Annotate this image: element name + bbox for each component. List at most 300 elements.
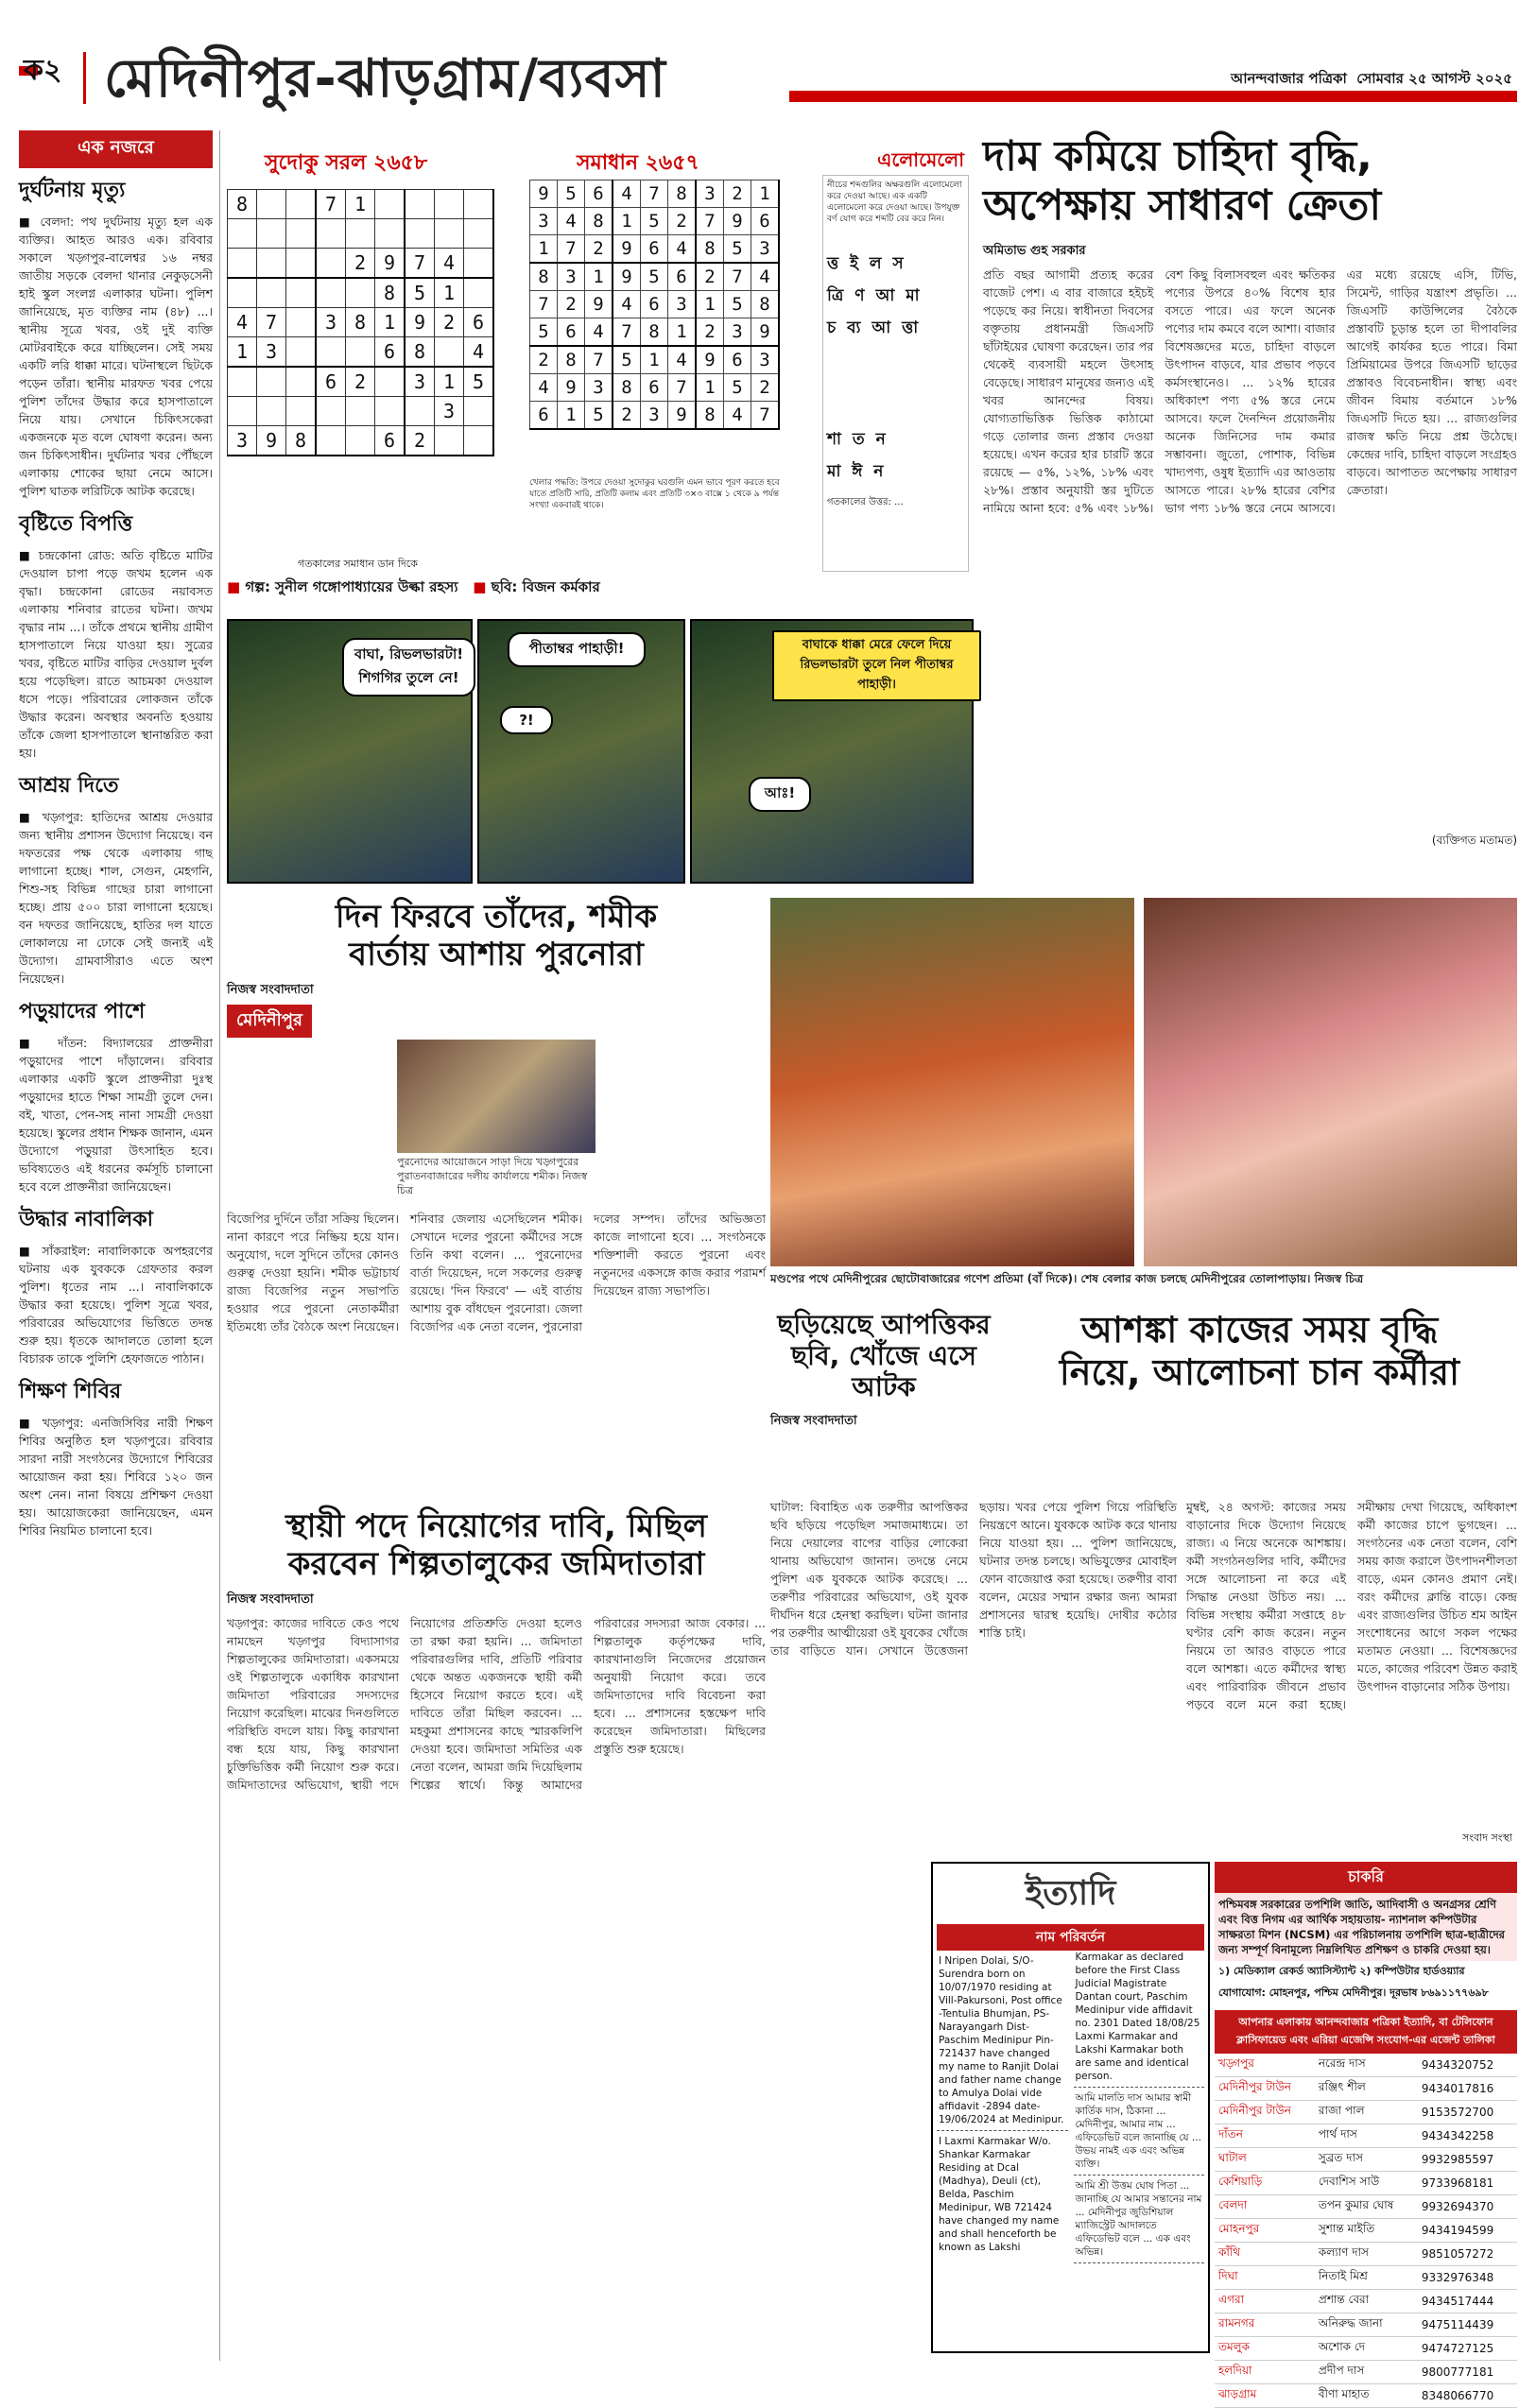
lead-byline: অমিতাভ গুহ সরকার <box>983 243 1086 258</box>
sudoku-cell[interactable]: 6 <box>464 308 494 337</box>
comic-header: ■ গল্প: সুনীল গঙ্গোপাধ্যায়ের উল্কা রহস্য ■ ছবি: বিজন কর্মকার <box>227 578 600 595</box>
sudoku-cell[interactable] <box>405 397 435 426</box>
sudoku-cell[interactable] <box>316 337 346 368</box>
jobs-text: পশ্চিমবঙ্গ সরকারের তপশিলি জাতি, আদিবাসী ও অনগ্রসর শ্রেণি এবং বিত্ত নিগম এর আর্থিক সহায়তায়- ন্যাশনাল কম্পিউটার সাক্ষরতা মিশন (NCSM) এর পরিচালনায় তপশিলি ছাত্র-ছাত্রীদের জন্য সম্পূর্ণ বিনামূল্যে নিম্নলিখিত প্রশিক্ষণ ও চাকরি দেওয়া হয়। <box>1215 1893 1517 1961</box>
masthead-red-rule <box>789 91 1517 102</box>
agent-area: কেশিয়াড়ি <box>1215 2172 1315 2195</box>
solution-cell: 1 <box>696 374 724 402</box>
shamik-photo-caption: পুরনোদের আয়োজনে সাড়া দিয়ে খড়্গপুরের পুরাতনবাজারের দলীয় কার্যালয়ে শমীক। নিজস্ব চিত্র <box>397 1156 588 1196</box>
agent-phone: 9474727125 <box>1418 2337 1517 2361</box>
briefs-list <box>19 174 213 1539</box>
solution-cell: 5 <box>585 402 613 430</box>
agent-area: দিঘা <box>1215 2266 1315 2290</box>
shamik-headline-line1: দিন ফিরবে তাঁদের, শমীক <box>335 898 658 936</box>
shamik-headline-line2: বার্তায় আশায় পুরনোরা <box>349 936 644 974</box>
agent-row <box>1215 2266 1517 2290</box>
classified-notice: I Nripen Dolai, S/O- Surendra born on 10/07/1970 residing at Vill-Pakursoni, Post office -Tentulia Bhumjan, PS-Narayangarh Dist-Paschim Medinipur Pin-721437 have changed my name to Ranjit Dolai and father name change to Amulya Dolai vide affidavit -2894 date-19/06/2024 at Medinipur. <box>937 1951 1068 2131</box>
shamik-body: বিজেপির দুর্দিনে তাঁরা সক্রিয় ছিলেন। নানা কারণে পরে নিষ্ক্রিয় হয়ে যান। অনুযোগ, দলে সুদিনে তাঁদের কোনও গুরুত্ব দেওয়া হয়নি। শমীক ভট্টাচার্য রাজ্য বিজেপির নতুন সভাপতি হওয়ার পরে পুরনো নেতাকর্মীরা ইতিমধ্যে তাঁর বৈঠকে অংশ নিয়েছেন। শনিবার জেলায় এসেছিলেন শমীক। সেখানে দলের পুরনো কর্মীদের সঙ্গে তিনি কথা বলেন। ... পুরনোদের বার্তা দিয়েছেন, দলে সকলের গুরুত্ব রয়েছে। 'দিন ফিরবে' — এই বার্তায় আশায় বুক বাঁধছেন পুরনোরা। জেলা বিজেপির এক নেতা বলেন, পুরনোরা দলের সম্পদ। তাঁদের অভিজ্ঞতা কাজে লাগানো হবে। ... সংগঠনকে শক্তিশালী করতে পুরনো এবং নতুনদের একসঙ্গে কাজ করার পরামর্শ দিয়েছেন রাজ্য সভাপতি। <box>227 1212 766 1333</box>
solution-cell: 5 <box>724 291 751 318</box>
agent-name: তপন কুমার ঘোষ <box>1315 2195 1418 2219</box>
sudoku-cell[interactable]: 9 <box>375 249 406 279</box>
solution-cell: 7 <box>696 208 724 235</box>
agent-name: পার্থ দাস <box>1315 2124 1418 2148</box>
agent-name: প্রদীপ দাস <box>1315 2361 1418 2384</box>
agent-phone: 9434342258 <box>1418 2124 1517 2148</box>
sudoku-cell[interactable] <box>405 190 435 219</box>
sudoku-cell[interactable] <box>257 249 286 279</box>
zamindar-story <box>227 1507 766 2358</box>
sudoku-cell[interactable] <box>464 219 494 249</box>
solution-cell: 3 <box>641 402 668 430</box>
sudoku-cell[interactable]: 3 <box>257 337 286 368</box>
agent-phone: 9851057272 <box>1418 2243 1517 2266</box>
sudoku-cell[interactable]: 1 <box>346 190 375 219</box>
sudoku-cell[interactable]: 4 <box>228 308 257 337</box>
solution-table <box>529 180 780 430</box>
agent-area: বেলদা <box>1215 2195 1315 2219</box>
brief-heading: পড়ুয়াদের পাশে <box>19 1000 146 1023</box>
solution-cell: 4 <box>585 318 613 347</box>
sudoku-cell[interactable] <box>228 278 257 308</box>
photo-crime-body: ঘাটাল: বিবাহিত এক তরুণীর আপত্তিকর ছবি ছড়িয়ে পড়েছিল সমাজমাধ্যমে। তা নিয়ে দেয়ালের বাপের বাড়ির লোকেরা থানায় অভিযোগ জানান। তদন্তে নেমে পুলিশ এক যুবককে আটক করেছে। ... তরুণীর পরিবারের অভিযোগ, ওই যুবক দীর্ঘদিন ধরে হেনস্থা করছিল। ঘটনা জানার পর তরুণীর আত্মীয়েরা ওই যুবকের খোঁজে তার বাড়িতে যান। সেখানে উত্তেজনা ছড়ায়। খবর পেয়ে পুলিশ গিয়ে পরিস্থিতি নিয়ন্ত্রণে আনে। যুবককে আটক করে থানায় নিয়ে যাওয়া হয়। ... পুলিশ জানিয়েছে, ঘটনার তদন্ত চলছে। অভিযুক্তের মোবাইল ফোন বাজেয়াপ্ত করা হয়েছে। তরুণীর বাবা বলেন, মেয়ের সম্মান রক্ষার জন্য আমরা প্রশাসনের দ্বারস্থ হয়েছি। দোষীর কঠোর শাস্তি চাই। <box>770 1500 1177 1658</box>
lead-body: প্রতি বছর আগামী প্রত্যহ করের বাজেট পেশ। এ বার বাজারে হইচই পড়েছে কর নিয়ে। স্বাধীনতা দিবসের বক্তৃতায় প্রধানমন্ত্রী জিএসটি ছাঁটাইয়ের ঘোষণা করেছেন। তার পর থেকেই ব্যবসায়ী মহলে উৎসাহ বেড়েছে। সাধারণ মানুষের জন্যও এই খবর আনন্দের বিষয়। যোগ্যতাভিত্তিক ভিত্তিক কাঠামো গড়ে তোলার জন্য প্রস্তাব দেওয়া হয়েছে। এখন করের হার চারটি স্তরে রয়েছে — ৫%, ১২%, ১৮% এবং ২৮%। প্রস্তাব অনুযায়ী স্তর দুটিতে নামিয়ে আনা হবে: ৫% এবং ১৮%। বেশ কিছু বিলাসবহুল এবং ক্ষতিকর পণ্যের উপরে ৪০% বিশেষ হার বসতে পারে। এর ফলে অনেক পণ্যের দাম কমবে বলে আশা। বাজার বিশেষজ্ঞদের মতে, চাহিদা বাড়লে উৎপাদন বাড়বে, যার প্রভাব পড়বে কর্মসংস্থানেও। ... ১২% হারের অধিকাংশ পণ্য ৫% স্তরে নেমে আসবে। ফলে দৈনন্দিন প্রয়োজনীয় অনেক জিনিসের দাম কমার সম্ভাবনা। জুতো, পোশাক, বিভিন্ন খাদ্যপণ্য, ওষুধ ইত্যাদি এর আওতায় আসতে পারে। ২৮% হারের বেশির ভাগ পণ্য ১৮% স্তরে নেমে আসবে। এর মধ্যে রয়েছে এসি, টিভি, সিমেন্ট, গাড়ির যন্ত্রাংশ প্রভৃতি। ... জিএসটি কাউন্সিলের বৈঠকে প্রস্তাবটি চূড়ান্ত হলে তা দীপাবলির আগেই কার্যকর হতে পারে। বিমা প্রিমিয়ামের উপরে জিএসটি ছাড়ের প্রস্তাবও বিবেচনাধীন। স্বাস্থ্য এবং জীবন বিমায় বর্তমানে ১৮% জিএসটি দিতে হয়। ... রাজ্যগুলির রাজস্ব ক্ষতি নিয়ে প্রশ্ন উঠেছে। কেন্দ্রের দাবি, চাহিদা বাড়লে সংগ্রহও বাড়বে। আপাতত অপেক্ষায় সাধারণ ক্রেতারা। <box>983 267 1517 515</box>
solution-cell: 7 <box>641 181 668 208</box>
agent-name: নরেন্দ্র দাস <box>1315 2054 1418 2077</box>
sudoku-cell[interactable] <box>228 397 257 426</box>
comic-bubble: ?! <box>500 706 553 734</box>
sudoku-cell[interactable]: 8 <box>228 190 257 219</box>
issue-date: সোমবার ২৫ আগস্ট ২০২৫ <box>1356 70 1512 87</box>
comic-art-credit: ছবি: বিজন কর্মকার <box>491 578 600 595</box>
agent-phone: 9434194599 <box>1418 2219 1517 2243</box>
sudoku-cell[interactable]: 5 <box>405 278 435 308</box>
sudoku-cell[interactable]: 2 <box>346 249 375 279</box>
sudoku-cell[interactable]: 8 <box>346 308 375 337</box>
agent-name: প্রশান্ত বেরা <box>1315 2290 1418 2313</box>
solution-cell: 9 <box>724 208 751 235</box>
solution-cell: 7 <box>530 291 558 318</box>
solution-cell: 1 <box>696 291 724 318</box>
solution-cell: 4 <box>751 263 780 291</box>
sudoku-cell[interactable] <box>435 190 464 219</box>
agent-row <box>1215 2101 1517 2124</box>
sudoku-cell[interactable] <box>257 278 286 308</box>
sudoku-rules: খেলার পদ্ধতি: উপরে দেওয়া সুদোকুর ঘরগুলি এমন ভাবে পূরণ করতে হবে যাতে প্রতিটি সারি, প্রতিটি কলাম এবং প্রতিটি ৩×৩ বাক্সে ১ থেকে ৯ পর্যন্ত সংখ্যা একবারই থাকে। <box>529 478 780 510</box>
ganesh-photo-right <box>1144 898 1517 1266</box>
comic-strip <box>227 576 974 888</box>
sudoku-cell[interactable] <box>316 249 346 279</box>
sudoku-title: সুদোকু সরল ২৬৫৮ <box>265 151 428 175</box>
page-title: মেদিনীপুর-ঝাড়গ্রাম/ব্যবসা <box>104 48 666 110</box>
agent-row <box>1215 2219 1517 2243</box>
agent-area: ঝাড়গ্রাম <box>1215 2384 1315 2408</box>
solution-cell: 6 <box>585 181 613 208</box>
agent-area: মেদিনীপুর টাউন <box>1215 2101 1315 2124</box>
sudoku-cell[interactable]: 7 <box>405 249 435 279</box>
workers-headline-line2: নিয়ে, আলোচনা চান কর্মীরা <box>1059 1350 1460 1393</box>
sudoku-cell[interactable]: 3 <box>405 367 435 397</box>
solution-cell: 4 <box>613 181 641 208</box>
sudoku-cell[interactable]: 8 <box>286 426 317 456</box>
brief-text: ■ দাঁতন: বিদ্যালয়ের প্রাক্তনীরা পড়ুয়াদের পাশে দাঁড়ালেন। রবিবার এলাকার একটি স্কুলে প্রাক্তনীরা দুঃস্থ পড়ুয়াদের হাতে শিক্ষা সামগ্রী তুলে দেন। বই, খাতা, পেন-সহ নানা সামগ্রী দেওয়া হয়েছে। স্কুলের প্রধান শিক্ষক জানান, এমন উদ্যোগে পড়ুয়ারা উৎসাহিত হবে। ভবিষ্যতেও এই ধরনের কর্মসূচি চালানো হবে বলে প্রাক্তনীরা জানিয়েছেন। <box>19 1036 213 1194</box>
agent-phone: 9434017816 <box>1418 2077 1517 2101</box>
agent-area: এগরা <box>1215 2290 1315 2313</box>
agent-row <box>1215 2172 1517 2195</box>
section-label: এক নজরে <box>19 130 213 168</box>
sudoku-cell[interactable]: 5 <box>464 367 494 397</box>
sudoku-cell[interactable] <box>228 249 257 279</box>
sudoku-cell[interactable] <box>286 249 317 279</box>
agent-phone: 9434320752 <box>1418 2054 1517 2077</box>
classified-notice: আমি মালতি দাস আমার স্বামী কার্তিক দাস, ঠিকানা ... মেদিনীপুর, আমার নাম ... এফিডেভিট বলে জানাচ্ছি যে ... উভয় নামই এক এবং অভিন্ন ব্যক্তি। <box>1074 2088 1205 2176</box>
solution-cell: 1 <box>558 402 585 430</box>
solution-title: সমাধান ২৬৫৭ <box>577 151 699 175</box>
sudoku-cell[interactable]: 1 <box>228 337 257 368</box>
solution-cell: 6 <box>641 235 668 264</box>
sudoku-cell[interactable] <box>435 337 464 368</box>
sudoku-cell[interactable] <box>346 337 375 368</box>
comic-bubble: আঃ! <box>749 777 811 812</box>
sudoku-cell[interactable] <box>286 308 317 337</box>
sudoku-cell[interactable]: 6 <box>375 337 406 368</box>
lead-headline <box>983 132 1517 231</box>
left-column <box>19 130 213 2361</box>
solution-cell: 3 <box>696 181 724 208</box>
solution-cell: 1 <box>668 318 697 347</box>
sudoku-table <box>227 189 494 456</box>
sudoku-cell[interactable] <box>316 426 346 456</box>
sudoku-cell[interactable] <box>286 190 317 219</box>
solution-cell: 4 <box>558 208 585 235</box>
solution-cell: 2 <box>751 374 780 402</box>
brief-heading: আশ্রয় দিতে <box>19 774 119 798</box>
jumble-note: গতকালের উত্তর: ... <box>827 497 904 507</box>
agent-name: অশোক দে <box>1315 2337 1418 2361</box>
solution-cell: 8 <box>751 291 780 318</box>
zamindar-headline-line1: স্থায়ী পদে নিয়োগের দাবি, মিছিল <box>285 1507 707 1545</box>
jumble-word: ত্ত ই ল স <box>827 254 906 273</box>
jumble-box <box>822 175 969 572</box>
sudoku-grid <box>227 189 529 501</box>
solution-cell: 3 <box>668 291 697 318</box>
agent-name: অনিরুদ্ধ জানা <box>1315 2313 1418 2337</box>
agent-name: সুব্রত দাস <box>1315 2148 1418 2172</box>
sudoku-cell[interactable] <box>464 426 494 456</box>
solution-cell: 9 <box>613 263 641 291</box>
sudoku-cell[interactable] <box>286 367 317 397</box>
sudoku-cell[interactable] <box>464 249 494 279</box>
agent-phone: 9153572700 <box>1418 2101 1517 2124</box>
solution-cell: 3 <box>530 208 558 235</box>
solution-cell: 8 <box>530 263 558 291</box>
solution-cell: 9 <box>751 318 780 347</box>
photo-crime-byline: নিজস্ব সংবাদদাতা <box>770 1414 857 1429</box>
agent-phone: 9733968181 <box>1418 2172 1517 2195</box>
agent-name: রাজা পাল <box>1315 2101 1418 2124</box>
jobs-block <box>1215 1862 1517 2402</box>
page-number: ক২ <box>24 54 62 87</box>
solution-cell: 2 <box>585 235 613 264</box>
sudoku-cell[interactable] <box>257 367 286 397</box>
brief-text: ■ খড়্গপুর: এনজিসিবির নারী শিক্ষণ শিবির অনুষ্ঠিত হল খড়্গপুরে। রবিবার সারদা নারী সংগঠনের উদ্যোগে শিবিরের আয়োজন করা হয়। শিবিরে ১২০ জন অংশ নেন। নানা বিষয়ে প্রশিক্ষণ দেওয়া হয়। আয়োজকেরা জানিয়েছেন, এমন শিবির নিয়মিত চালানো হবে। <box>19 1416 213 1538</box>
masthead <box>0 0 1536 118</box>
agent-area: দাঁতন <box>1215 2124 1315 2148</box>
sudoku-cell[interactable] <box>228 219 257 249</box>
sudoku-cell[interactable]: 1 <box>435 278 464 308</box>
jumble-intro: নীচের শব্দগুলির অক্ষরগুলি এলোমেলো করে দেওয়া আছে। এক একটি এলোমেলো করে দেওয়া আছে। উপযুক্ত বর্ণ যোগ করে শব্দটি বের করে নিন। <box>827 181 962 224</box>
agent-phone: 9932985597 <box>1418 2148 1517 2172</box>
shamik-dateline: মেদিনীপুর <box>227 1005 312 1038</box>
ganesh-photo-caption: মণ্ডপের পথে মেদিনীপুরের ছোটোবাজারের গণেশ প্রতিমা (বাঁ দিকে)। শেষ বেলার কাজ চলছে মেদিনীপুরের তোলাপাড়ায়। নিজস্ব চিত্র <box>770 1272 1364 1285</box>
sudoku-cell[interactable] <box>464 190 494 219</box>
workers-headline-line1: আশঙ্কা কাজের সময় বৃদ্ধি <box>1080 1309 1439 1350</box>
sudoku-cell[interactable]: 6 <box>375 426 406 456</box>
sudoku-cell[interactable] <box>257 219 286 249</box>
agent-row <box>1215 2243 1517 2266</box>
solution-cell: 9 <box>613 235 641 264</box>
sudoku-cell[interactable]: 3 <box>228 426 257 456</box>
solution-grid <box>529 180 794 444</box>
paper-name: আনন্দবাজার পত্রিকা <box>1231 70 1347 87</box>
comic-story-title: গল্প: সুনীল গঙ্গোপাধ্যায়ের উল্কা রহস্য <box>245 578 458 595</box>
ganesh-photo-block <box>770 898 1517 1295</box>
workers-body: মুম্বই, ২৪ অগস্ট: কাজের সময় বাড়ানোর দিকে উদ্যোগ নিয়েছে রাজ্য। এ নিয়ে অনেকে আশঙ্কায়। কর্মী সংগঠনগুলির দাবি, কর্মীদের সঙ্গে আলোচনা না করে এই সিদ্ধান্ত নেওয়া উচিত নয়। ... বিভিন্ন সংস্থায় কর্মীরা সপ্তাহে ৪৮ ঘণ্টার বেশি কাজ করেন। নতুন নিয়মে তা আরও বাড়তে পারে বলে আশঙ্কা। এতে কর্মীদের স্বাস্থ্য এবং পারিবারিক জীবনে প্রভাব পড়বে বলে মনে করা হচ্ছে। সমীক্ষায় দেখা গিয়েছে, অধিকাংশ কর্মী কাজের চাপে ভুগছেন। ... সংগঠনের এক নেতা বলেন, বেশি সময় কাজ করালে উৎপাদনশীলতা বাড়ে, এমন কোনও প্রমাণ নেই। বরং কর্মীদের ক্লান্তি বাড়ে। কেন্দ্র এবং রাজ্যগুলির উচিত শ্রম আইন সংশোধনের আগে সকল পক্ষের মতামত নেওয়া। ... বিশেষজ্ঞদের মতে, কাজের পরিবেশ উন্নত করাই উৎপাদন বাড়ানোর সঠিক উপায়। <box>1186 1500 1517 1711</box>
solution-cell: 1 <box>641 346 668 374</box>
agent-area: কাঁথি <box>1215 2243 1315 2266</box>
sudoku-cell[interactable] <box>286 278 317 308</box>
shamik-byline: নিজস্ব সংবাদদাতা <box>227 983 314 998</box>
agent-phone: 9800777181 <box>1418 2361 1517 2384</box>
brief-text: ■ বেলদা: পথ দুর্ঘটনায় মৃত্যু হল এক ব্যক্তির। আহত আরও এক। রবিবার সকালে খড়্গপুর-বালেশ্বর ১৬ নম্বর জাতীয় সড়কে বেলদা থানার নেকুড়সেনী হাই স্কুল সংলগ্ন এলাকার ঘটনা। পুলিশ জানিয়েছে, মৃত ব্যক্তির নাম (৪৮) ...। স্থানীয় সূত্রে খবর, ওই দুই ব্যক্তি মোটরবাইকে করে যাচ্ছিলেন। সেই সময় একটি লরি ধাক্কা মারে। ঘটনাস্থলে ছিটকে পড়েন তাঁরা। স্থানীয় মারফত খবর পেয়ে পুলিশ তাঁদের উদ্ধার করে হাসপাতালে নিয়ে যায়। সেখানে চিকিৎসকেরা একজনকে মৃত বলে ঘোষণা করেন। অন্য জন চিকিৎসাধীন। দুর্ঘটনার খবর পৌঁছলে এলাকায় শোকের ছায়া নেমে আসে। পুলিশ ঘাতক লরিটিকে আটক করেছে। <box>19 215 213 498</box>
solution-cell: 2 <box>668 208 697 235</box>
agent-title: আপনার এলাকায় আনন্দবাজার পত্রিকা ইত্যাদি, বা টেলিফোন ক্লাসিফায়েড এবং এরিয়া এজেন্সি সংযোগ-এর এজেন্ট তালিকা <box>1215 2010 1517 2054</box>
sudoku-cell[interactable]: 1 <box>375 308 406 337</box>
sudoku-cell[interactable]: 7 <box>316 190 346 219</box>
col-divider <box>219 130 220 2361</box>
solution-cell: 7 <box>613 318 641 347</box>
sudoku-cell[interactable]: 3 <box>435 397 464 426</box>
workers-footer: সংবাদ সংস্থা <box>1461 1832 1512 1844</box>
sudoku-cell[interactable]: 7 <box>257 308 286 337</box>
solution-cell: 6 <box>751 208 780 235</box>
notice-list <box>937 1951 1204 2366</box>
jobs-points: ১) মেডিক্যাল রেকর্ড অ্যাসিস্ট্যান্ট ২) কম্পিউটার হার্ডওয়্যার <box>1218 1965 1465 1977</box>
jumble-word: ত্রি ণ আ মা <box>827 286 923 305</box>
agent-row <box>1215 2077 1517 2101</box>
sudoku-cell[interactable]: 2 <box>346 367 375 397</box>
solution-cell: 2 <box>724 181 751 208</box>
agent-area: মোহনপুর <box>1215 2219 1315 2243</box>
agent-phone: 9475114439 <box>1418 2313 1517 2337</box>
solution-cell: 9 <box>558 374 585 402</box>
solution-cell: 6 <box>641 291 668 318</box>
agent-name: সুশান্ত মাইতি <box>1315 2219 1418 2243</box>
brief-heading: বৃষ্টিতে বিপত্তি <box>19 512 133 536</box>
solution-cell: 8 <box>613 374 641 402</box>
agent-name: নিতাই মিশ্র <box>1315 2266 1418 2290</box>
solution-cell: 2 <box>558 291 585 318</box>
solution-cell: 7 <box>558 235 585 264</box>
agent-area: হলদিয়া <box>1215 2361 1315 2384</box>
agent-phone: 9332976348 <box>1418 2266 1517 2290</box>
sudoku-cell[interactable]: 9 <box>257 426 286 456</box>
masthead-divider <box>83 52 86 104</box>
shamik-headline <box>227 898 766 973</box>
sudoku-cell[interactable]: 4 <box>464 337 494 368</box>
solution-cell: 5 <box>613 346 641 374</box>
agent-table <box>1215 2054 1517 2408</box>
zamindar-headline <box>227 1507 766 1583</box>
solution-cell: 3 <box>585 374 613 402</box>
itadi-title: ইত্যাদি <box>1025 1874 1116 1913</box>
sudoku-cell[interactable]: 9 <box>405 308 435 337</box>
agent-row <box>1215 2313 1517 2337</box>
solution-cell: 1 <box>613 208 641 235</box>
solution-cell: 2 <box>530 346 558 374</box>
agent-row <box>1215 2054 1517 2077</box>
solution-cell: 1 <box>751 181 780 208</box>
solution-cell: 8 <box>668 181 697 208</box>
solution-cell: 7 <box>668 374 697 402</box>
solution-cell: 1 <box>530 235 558 264</box>
agent-area: রামনগর <box>1215 2313 1315 2337</box>
solution-cell: 6 <box>724 346 751 374</box>
sudoku-cell[interactable] <box>286 337 317 368</box>
sudoku-cell[interactable]: 6 <box>316 367 346 397</box>
jobs-contact: যোগাযোগ: মোহনপুর, পশ্চিম মেদিনীপুর। দূরভাষ ৮৬৯১১৭৭৬৯৮ <box>1218 1987 1489 1999</box>
sudoku-cell[interactable]: 8 <box>375 278 406 308</box>
agent-row <box>1215 2195 1517 2219</box>
sudoku-cell[interactable] <box>346 426 375 456</box>
brief-heading: শিক্ষণ শিবির <box>19 1380 122 1403</box>
sudoku-cell[interactable] <box>375 367 406 397</box>
solution-cell: 2 <box>696 263 724 291</box>
agent-name: বীণা মাহাত <box>1315 2384 1418 2408</box>
solution-cell: 4 <box>530 374 558 402</box>
lead-story <box>983 132 1517 888</box>
sudoku-cell[interactable] <box>228 367 257 397</box>
sudoku-cell[interactable] <box>375 397 406 426</box>
sudoku-cell[interactable] <box>346 397 375 426</box>
sudoku-cell[interactable] <box>316 397 346 426</box>
solution-cell: 6 <box>641 374 668 402</box>
sudoku-cell[interactable]: 2 <box>435 308 464 337</box>
comic-panel-2 <box>477 619 685 884</box>
workers-headline <box>1002 1309 1517 1394</box>
solution-cell: 9 <box>530 181 558 208</box>
sudoku-cell[interactable] <box>435 219 464 249</box>
solution-cell: 4 <box>668 346 697 374</box>
comic-panel-3 <box>690 619 974 884</box>
agent-phone: 9434517444 <box>1418 2290 1517 2313</box>
sudoku-cell[interactable] <box>464 397 494 426</box>
sudoku-cell[interactable] <box>405 219 435 249</box>
agent-name: দেবাশিস সাউ <box>1315 2172 1418 2195</box>
solution-cell: 8 <box>641 318 668 347</box>
sudoku-cell[interactable] <box>346 219 375 249</box>
sudoku-cell[interactable] <box>257 397 286 426</box>
ganesh-photo-left <box>770 898 1134 1266</box>
solution-cell: 6 <box>668 263 697 291</box>
agent-row <box>1215 2290 1517 2313</box>
agent-area: ঘাটাল <box>1215 2148 1315 2172</box>
solution-cell: 7 <box>585 346 613 374</box>
solution-cell: 5 <box>724 374 751 402</box>
zamindar-headline-line2: করবেন শিল্পতালুকের জমিদাতারা <box>287 1545 705 1584</box>
sudoku-cell[interactable]: 1 <box>435 367 464 397</box>
sudoku-cell[interactable] <box>346 278 375 308</box>
solution-cell: 7 <box>724 263 751 291</box>
sudoku-cell[interactable] <box>286 397 317 426</box>
jumble-word: চ ব্য আ ত্তা <box>827 318 922 337</box>
sudoku-cell[interactable] <box>375 219 406 249</box>
solution-cell: 2 <box>696 318 724 347</box>
sudoku-cell[interactable] <box>257 190 286 219</box>
brief-text: ■ চন্দ্রকোনা রোড: অতি বৃষ্টিতে মাটির দেওয়াল চাপা পড়ে জখম হলেন এক বৃদ্ধা। চন্দ্রকোনা রোডের নয়াবসত এলাকায় শনিবার রাতের ঘটনা। জখম বৃদ্ধার নাম ...। তাঁকে প্রথমে স্থানীয় গ্রামীণ হাসপাতালে নিয়ে যাওয়া হয়। সুত্রের খবর, বৃষ্টিতে মাটির বাড়ির দেওয়াল দুর্বল হয়ে পড়েছিল। রাতে আচমকা দেওয়াল ধসে পড়ে। পরিবারের লোকজন তাঁকে উদ্ধার করেন। অবস্থার অবনতি হওয়ায় তাঁকে জেলা হাসপাতালে স্থানান্তরিত করা হয়। <box>19 548 213 760</box>
sudoku-cell[interactable] <box>316 219 346 249</box>
solution-cell: 9 <box>585 291 613 318</box>
masthead-paper <box>1115 68 1512 89</box>
sudoku-cell[interactable] <box>316 278 346 308</box>
sudoku-cell[interactable]: 3 <box>316 308 346 337</box>
solution-cell: 8 <box>558 346 585 374</box>
solution-cell: 1 <box>585 263 613 291</box>
solution-cell: 4 <box>668 235 697 264</box>
jumble-word: শা ত ন <box>827 430 889 449</box>
sudoku-cell[interactable] <box>375 190 406 219</box>
brief-heading: উদ্ধার নাবালিকা <box>19 1208 154 1231</box>
jumble-title: এলোমেলো <box>877 148 964 171</box>
jobs-title: চাকরি <box>1215 1862 1517 1893</box>
lead-headline-line1: দাম কমিয়ে চাহিদা বৃদ্ধি, <box>983 132 1372 181</box>
zamindar-body: খড়্গপুর: কাজের দাবিতে কেও পথে নামছেন খড়্গপুর বিদ্যাসাগর শিল্পতালুকের জমিদাতারা। একসময়ে ওই শিল্পতালুকে একাধিক কারখানা জমিদাতা পরিবারের সদস্যদের নিয়োগ করেছিল। মাঝের দিনগুলিতে পরিস্থিতি বদলে যায়। কিছু কারখানা বন্ধ হয়ে যায়, কিছু কারখানা চুক্তিভিত্তিক কর্মী নিয়োগ শুরু করে। জমিদাতাদের অভিযোগ, স্থায়ী পদে নিয়োগের প্রতিশ্রুতি দেওয়া হলেও তা রক্ষা করা হয়নি। ... জমিদাতা পরিবারগুলির দাবি, প্রতিটি পরিবার থেকে অন্তত একজনকে স্থায়ী কর্মী হিসেবে নিয়োগ করতে হবে। এই দাবিতে তাঁরা মিছিল করবেন। ... মহকুমা প্রশাসনের কাছে স্মারকলিপি দেওয়া হবে। জমিদাতা সমিতির এক নেতা বলেন, আমরা জমি দিয়েছিলাম শিল্পের স্বার্থে। কিন্তু আমাদের পরিবারের সদস্যরা আজ বেকার। ... শিল্পতালুক কর্তৃপক্ষের দাবি, কারখানাগুলি নিজেদের প্রয়োজন অনুযায়ী নিয়োগ করে। তবে জমিদাতাদের দাবি বিবেচনা করা হবে। ... প্রশাসনের হস্তক্ষেপ দাবি করেছেন জমিদাতারা। মিছিলের প্রস্তুতি শুরু হয়েছে। <box>227 1616 766 1793</box>
solution-note: গতকালের সমাধান ডান দিকে <box>298 558 418 570</box>
agent-area: মেদিনীপুর টাউন <box>1215 2077 1315 2101</box>
comic-caption-box: বাঘাকে ধাক্কা মেরে ফেলে দিয়ে রিভলভারটা তুলে নিল পীতাম্বর পাহাড়ী। <box>772 630 981 701</box>
itadi-classifieds <box>931 1862 1210 2353</box>
sudoku-cell[interactable]: 2 <box>405 426 435 456</box>
jumble-words <box>827 251 964 486</box>
agent-name: রঞ্জিৎ শীল <box>1315 2077 1418 2101</box>
sudoku-cell[interactable] <box>464 278 494 308</box>
solution-cell: 2 <box>613 402 641 430</box>
solution-cell: 8 <box>696 402 724 430</box>
solution-cell: 5 <box>530 318 558 347</box>
agent-row <box>1215 2384 1517 2408</box>
shamik-story <box>227 898 766 1493</box>
brief-heading: দুর্ঘটনায় মৃত্যু <box>19 179 126 202</box>
solution-cell: 6 <box>530 402 558 430</box>
solution-cell: 3 <box>751 235 780 264</box>
photo-crime-headline: ছড়িয়েছে আপত্তিকর ছবি, খোঁজে এসে আটক <box>777 1309 991 1403</box>
solution-cell: 8 <box>696 235 724 264</box>
solution-cell: 4 <box>724 402 751 430</box>
sudoku-cell[interactable] <box>435 426 464 456</box>
brief-text: ■ সাঁকরাইল: নাবালিকাকে অপহরণের ঘটনায় এক যুবককে গ্রেফতার করল পুলিশ। ধৃতের নাম ...। নাবালিকাকে উদ্ধার করা হয়েছে। পুলিশ সূত্রে খবর, পরিবারের অভিযোগের ভিত্তিতে তদন্ত শুরু হয়। ধৃতকে আদালতে তোলা হলে বিচারক তাকে পুলিশি হেফাজতে পাঠান। <box>19 1244 213 1366</box>
comic-bubble: বাঘা, রিভলভারটা! শিগগির তুলে নে! <box>342 638 475 697</box>
agent-row <box>1215 2148 1517 2172</box>
classified-notice: I Laxmi Karmakar W/o. Shankar Karmakar Residing at Dcal (Madhya), Deuli (ct), Belda, Paschim Medinipur, WB 721424 have changed my name and shall henceforth be known as Lakshi Karmakar as declared before the First Class Judicial Magistrate Dantan court, Paschim Medinipur vide affidavit no. 2301 Dated 18/08/25 Laxmi Karmakar and Lakshi Karmakar both are same and identical person. <box>937 1951 1204 2263</box>
shamik-photo <box>397 1040 595 1153</box>
agent-area: খড়্গপুর <box>1215 2054 1315 2077</box>
sudoku-cell[interactable] <box>286 219 317 249</box>
agent-name: কল্যাণ দাস <box>1315 2243 1418 2266</box>
sudoku-cell[interactable]: 8 <box>405 337 435 368</box>
agent-phone: 8348066770 <box>1418 2384 1517 2408</box>
agent-area: তমলুক <box>1215 2337 1315 2361</box>
sudoku-cell[interactable]: 4 <box>435 249 464 279</box>
classified-notice: আমি শ্রী উত্তম ঘোষ পিতা ... জানাচ্ছি যে আমার সন্তানের নাম ... মেদিনীপুর জুডিশিয়াল ম্যাজিস্ট্রেট আদালতে এফিডেভিট বলে ... এক এবং অভিন্ন। <box>1074 2176 1205 2263</box>
